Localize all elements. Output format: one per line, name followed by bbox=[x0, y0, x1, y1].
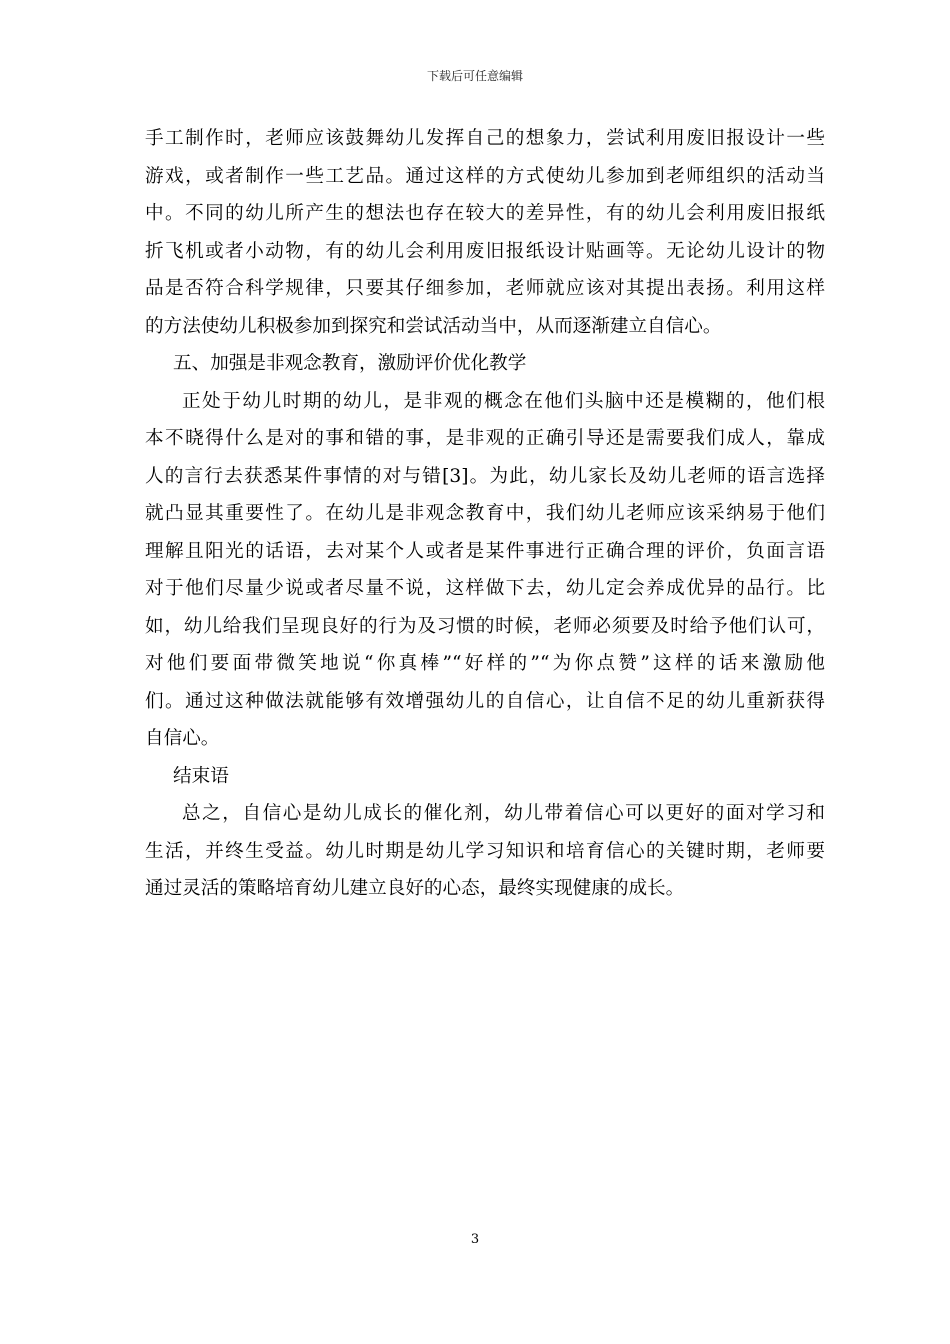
text-line: 自信心。 bbox=[145, 728, 220, 749]
text-line: 对于他们尽量少说或者尽量不说，这样做下去，幼儿定会养成优异的品行。比 bbox=[145, 578, 825, 599]
text-line: 通过灵活的策略培育幼儿建立良好的心态，最终实现健康的成长。 bbox=[145, 878, 685, 899]
text-line: 对他们要面带微笑地说“你真棒”“好样的”“为你点赞”这样的话来激励他 bbox=[145, 653, 825, 674]
text-line: 折飞机或者小动物，有的幼儿会利用废旧报纸设计贴画等。无论幼儿设计的物 bbox=[145, 240, 825, 262]
conclusion-heading: 结束语 bbox=[173, 765, 229, 787]
text-line: 手工制作时，老师应该鼓舞幼儿发挥自己的想象力，尝试利用废旧报设计一些 bbox=[145, 128, 825, 149]
text-line: 人的言行去获悉某件事情的对与错[3]。为此，幼儿家长及幼儿老师的语言选择 bbox=[145, 465, 825, 487]
text-line: 如，幼儿给我们呈现良好的行为及习惯的时候，老师必须要及时给予他们认可， bbox=[145, 615, 825, 637]
paragraph-right-wrong-education bbox=[145, 383, 825, 758]
paragraph-conclusion bbox=[145, 795, 825, 908]
text-line: 品是否符合科学规律，只要其仔细参加，老师就应该对其提出表扬。利用这样 bbox=[145, 278, 825, 299]
text-line: 正处于幼儿时期的幼儿，是非观的概念在他们头脑中还是模糊的，他们根 bbox=[182, 390, 825, 412]
text-line: 中。不同的幼儿所产生的想法也存在较大的差异性，有的幼儿会利用废旧报纸 bbox=[145, 203, 825, 224]
text-line: 理解且阳光的话语，去对某个人或者是某件事进行正确合理的评价，负面言语 bbox=[145, 540, 825, 562]
page-number: 3 bbox=[470, 1232, 480, 1247]
text-line: 本不晓得什么是对的事和错的事，是非观的正确引导还是需要我们成人，靠成 bbox=[145, 428, 825, 449]
text-line: 们。通过这种做法就能够有效增强幼儿的自信心，让自信不足的幼儿重新获得 bbox=[145, 690, 825, 712]
paragraph-handcraft bbox=[145, 120, 825, 345]
page-header-note: 下载后可任意编辑 bbox=[426, 69, 523, 83]
text-line: 的方法使幼儿积极参加到探究和尝试活动当中，从而逐渐建立自信心。 bbox=[145, 315, 722, 337]
text-line: 就凸显其重要性了。在幼儿是非观念教育中，我们幼儿老师应该采纳易于他们 bbox=[145, 503, 825, 524]
text-line: 游戏，或者制作一些工艺品。通过这样的方式使幼儿参加到老师组织的活动当 bbox=[145, 165, 825, 187]
text-line: 总之，自信心是幼儿成长的催化剂，幼儿带着信心可以更好的面对学习和 bbox=[182, 803, 825, 824]
section-heading-5: 五、加强是非观念教育，激励评价优化教学 bbox=[173, 353, 527, 374]
document-body bbox=[145, 120, 825, 908]
text-line: 生活，并终生受益。幼儿时期是幼儿学习知识和培育信心的关键时期，老师要 bbox=[145, 840, 825, 862]
